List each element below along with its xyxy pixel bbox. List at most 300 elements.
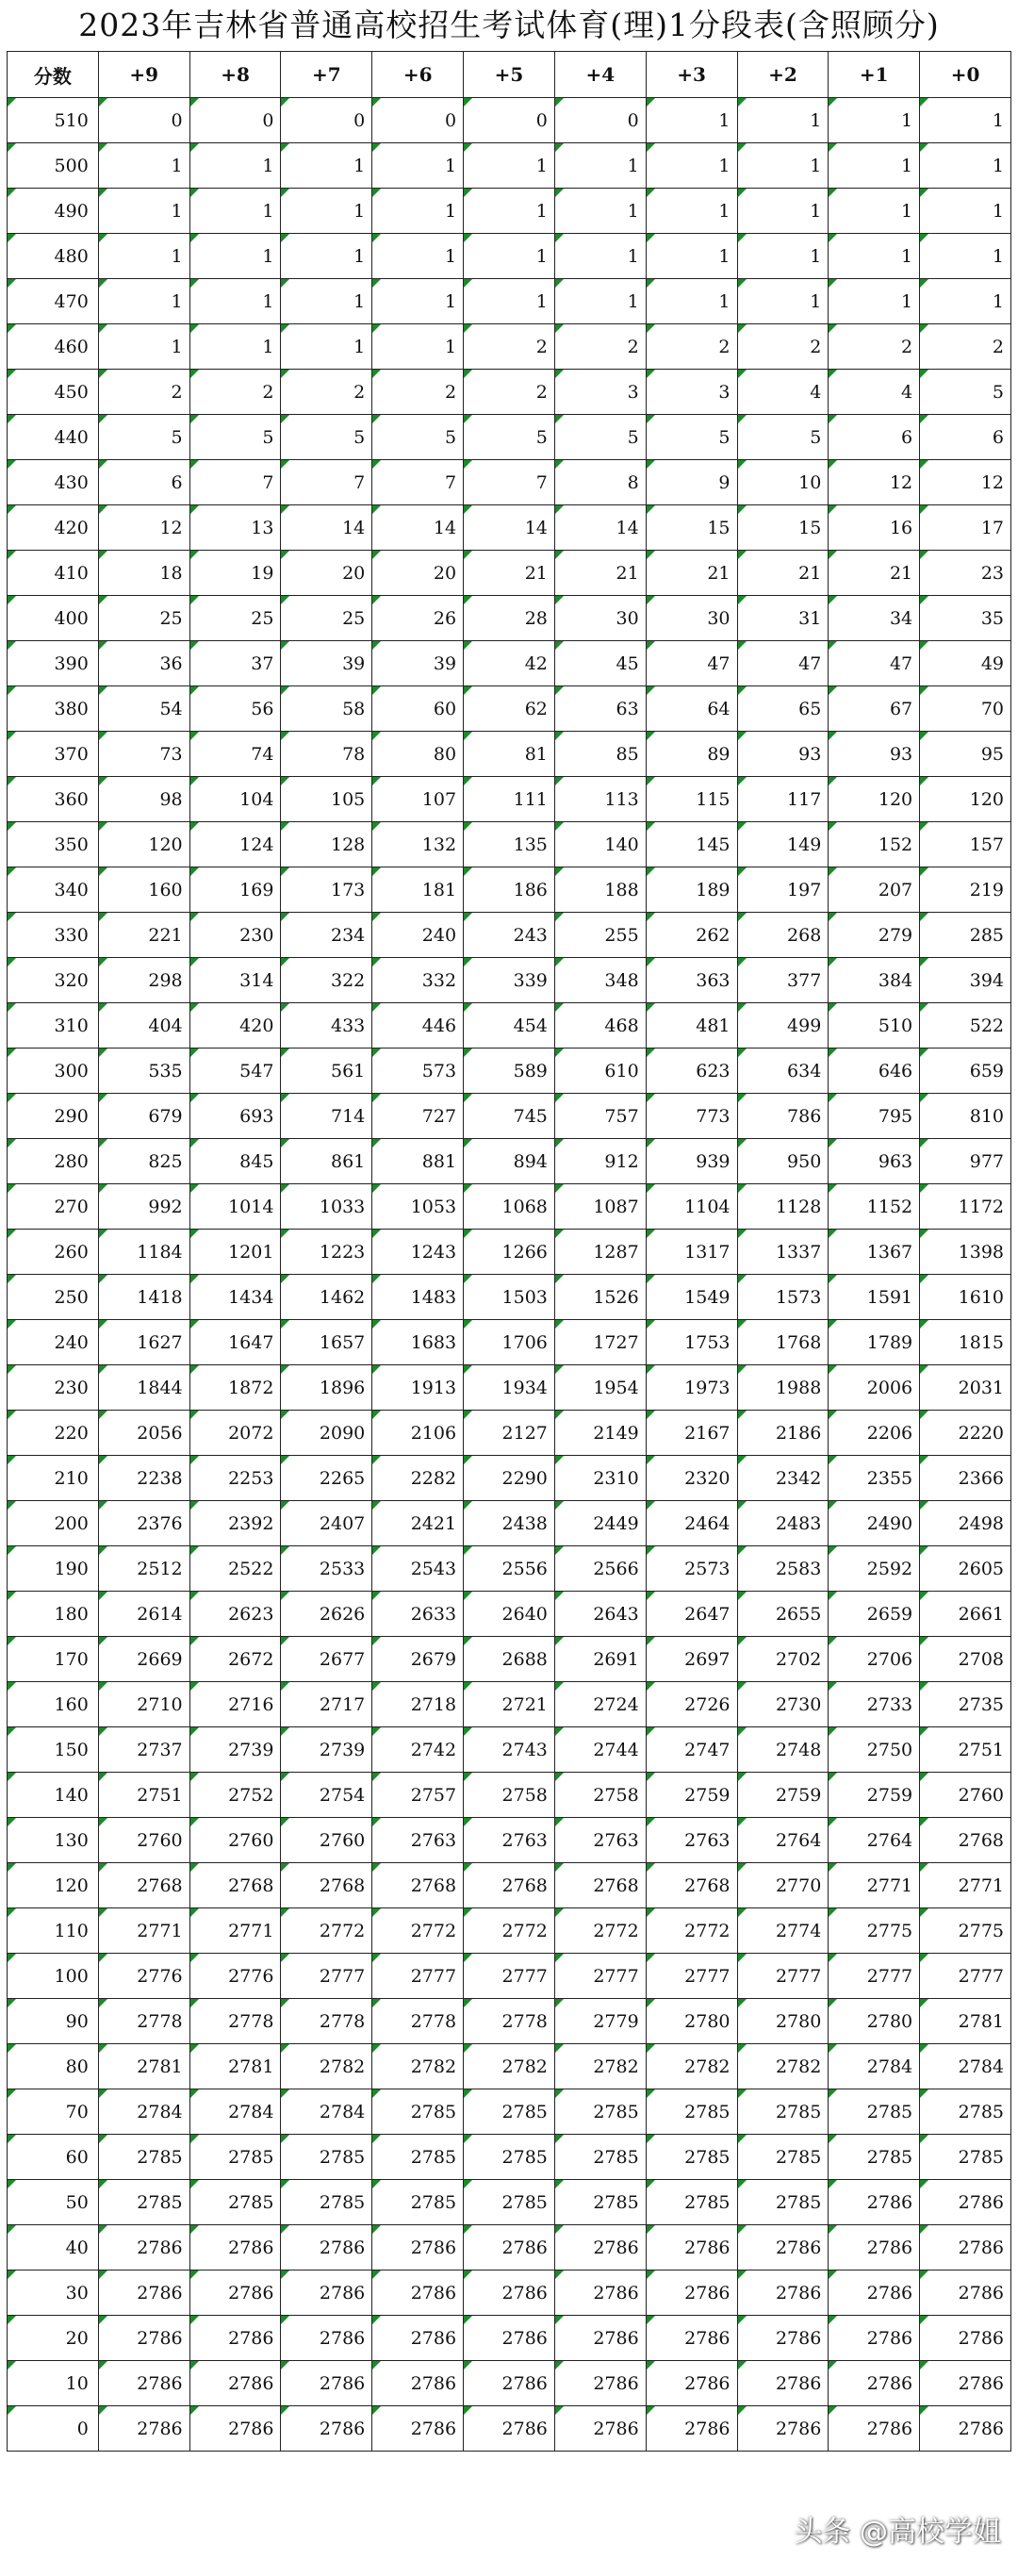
count-cell: 2633	[372, 1592, 464, 1637]
score-cell: 400	[8, 596, 99, 641]
count-cell: 1	[829, 234, 920, 279]
count-cell: 773	[646, 1094, 737, 1139]
score-cell: 420	[8, 505, 99, 551]
column-header: +7	[281, 52, 372, 98]
count-cell: 63	[554, 686, 646, 732]
count-cell: 2672	[189, 1637, 281, 1682]
count-cell: 2771	[920, 1863, 1011, 1908]
count-cell: 21	[829, 551, 920, 596]
count-cell: 2786	[554, 2316, 646, 2361]
count-cell: 2768	[554, 1863, 646, 1908]
table-row	[8, 2271, 1011, 2316]
count-cell: 1	[464, 279, 555, 324]
count-cell: 6	[98, 460, 189, 505]
count-cell: 2785	[98, 2135, 189, 2180]
count-cell: 1	[372, 279, 464, 324]
score-cell: 130	[8, 1818, 99, 1863]
score-cell: 10	[8, 2361, 99, 2406]
count-cell: 117	[737, 777, 829, 822]
count-cell: 2407	[281, 1501, 372, 1546]
count-cell: 2777	[920, 1954, 1011, 1999]
score-cell: 170	[8, 1637, 99, 1682]
count-cell: 2366	[920, 1456, 1011, 1501]
count-cell: 1573	[737, 1275, 829, 1320]
count-cell: 2786	[189, 2225, 281, 2271]
count-cell: 21	[464, 551, 555, 596]
table-row	[8, 1184, 1011, 1230]
score-cell: 490	[8, 189, 99, 234]
count-cell: 2708	[920, 1637, 1011, 1682]
count-cell: 2784	[920, 2044, 1011, 2089]
count-cell: 111	[464, 777, 555, 822]
score-cell: 110	[8, 1908, 99, 1954]
count-cell: 1434	[189, 1275, 281, 1320]
count-cell: 1152	[829, 1184, 920, 1230]
count-cell: 1266	[464, 1230, 555, 1275]
count-cell: 2786	[372, 2271, 464, 2316]
count-cell: 1068	[464, 1184, 555, 1230]
count-cell: 2763	[372, 1818, 464, 1863]
count-cell: 950	[737, 1139, 829, 1184]
table-row	[8, 1954, 1011, 1999]
count-cell: 1815	[920, 1320, 1011, 1365]
count-cell: 1053	[372, 1184, 464, 1230]
count-cell: 679	[98, 1094, 189, 1139]
count-cell: 2760	[281, 1818, 372, 1863]
count-cell: 5	[372, 415, 464, 460]
count-cell: 2320	[646, 1456, 737, 1501]
column-header-score: 分数	[8, 52, 99, 98]
score-cell: 290	[8, 1094, 99, 1139]
count-cell: 1789	[829, 1320, 920, 1365]
count-cell: 268	[737, 913, 829, 958]
count-cell: 825	[98, 1139, 189, 1184]
count-cell: 1	[464, 234, 555, 279]
count-cell: 2777	[464, 1954, 555, 1999]
count-cell: 7	[372, 460, 464, 505]
count-cell: 2498	[920, 1501, 1011, 1546]
count-cell: 5	[920, 370, 1011, 415]
count-cell: 2777	[281, 1954, 372, 1999]
count-cell: 285	[920, 913, 1011, 958]
count-cell: 2780	[646, 1999, 737, 2044]
count-cell: 2744	[554, 1727, 646, 1773]
count-cell: 1683	[372, 1320, 464, 1365]
count-cell: 7	[189, 460, 281, 505]
count-cell: 2785	[281, 2135, 372, 2180]
count-cell: 2786	[464, 2225, 555, 2271]
count-cell: 1	[372, 234, 464, 279]
count-cell: 394	[920, 958, 1011, 1003]
table-row	[8, 913, 1011, 958]
count-cell: 446	[372, 1003, 464, 1049]
count-cell: 2238	[98, 1456, 189, 1501]
count-cell: 17	[920, 505, 1011, 551]
count-cell: 2785	[554, 2180, 646, 2225]
count-cell: 1872	[189, 1365, 281, 1411]
count-cell: 135	[464, 822, 555, 867]
count-cell: 2786	[920, 2406, 1011, 2452]
count-cell: 1913	[372, 1365, 464, 1411]
count-cell: 1	[646, 189, 737, 234]
table-row	[8, 1682, 1011, 1727]
score-cell: 20	[8, 2316, 99, 2361]
count-cell: 727	[372, 1094, 464, 1139]
count-cell: 140	[554, 822, 646, 867]
count-cell: 2	[464, 324, 555, 370]
count-cell: 1337	[737, 1230, 829, 1275]
count-cell: 2697	[646, 1637, 737, 1682]
count-cell: 1	[646, 98, 737, 143]
count-cell: 2778	[281, 1999, 372, 2044]
count-cell: 2786	[464, 2406, 555, 2452]
count-cell: 1243	[372, 1230, 464, 1275]
count-cell: 610	[554, 1049, 646, 1094]
count-cell: 2786	[829, 2361, 920, 2406]
count-cell: 2763	[464, 1818, 555, 1863]
count-cell: 377	[737, 958, 829, 1003]
count-cell: 6	[829, 415, 920, 460]
count-cell: 992	[98, 1184, 189, 1230]
count-cell: 2759	[646, 1773, 737, 1818]
table-row	[8, 867, 1011, 913]
count-cell: 1	[189, 234, 281, 279]
table-row	[8, 143, 1011, 189]
score-cell: 370	[8, 732, 99, 777]
score-cell: 270	[8, 1184, 99, 1230]
count-cell: 522	[920, 1003, 1011, 1049]
count-cell: 510	[829, 1003, 920, 1049]
table-row	[8, 777, 1011, 822]
count-cell: 2785	[464, 2135, 555, 2180]
count-cell: 2669	[98, 1637, 189, 1682]
count-cell: 2072	[189, 1411, 281, 1456]
count-cell: 2186	[737, 1411, 829, 1456]
count-cell: 2786	[646, 2271, 737, 2316]
count-cell: 16	[829, 505, 920, 551]
count-cell: 2737	[98, 1727, 189, 1773]
count-cell: 745	[464, 1094, 555, 1139]
count-cell: 2786	[920, 2225, 1011, 2271]
count-cell: 623	[646, 1049, 737, 1094]
score-cell: 380	[8, 686, 99, 732]
count-cell: 2777	[829, 1954, 920, 1999]
count-cell: 0	[464, 98, 555, 143]
table-row	[8, 1818, 1011, 1863]
count-cell: 1	[281, 189, 372, 234]
score-cell: 330	[8, 913, 99, 958]
count-cell: 39	[281, 641, 372, 686]
count-cell: 2778	[464, 1999, 555, 2044]
score-cell: 340	[8, 867, 99, 913]
count-cell: 219	[920, 867, 1011, 913]
count-cell: 2764	[829, 1818, 920, 1863]
column-header: +5	[464, 52, 555, 98]
count-cell: 78	[281, 732, 372, 777]
count-cell: 67	[829, 686, 920, 732]
count-cell: 2735	[920, 1682, 1011, 1727]
count-cell: 2522	[189, 1546, 281, 1592]
column-header: +9	[98, 52, 189, 98]
count-cell: 169	[189, 867, 281, 913]
table-row	[8, 2135, 1011, 2180]
count-cell: 2772	[372, 1908, 464, 1954]
count-cell: 561	[281, 1049, 372, 1094]
count-cell: 2659	[829, 1592, 920, 1637]
count-cell: 221	[98, 913, 189, 958]
count-cell: 2	[920, 324, 1011, 370]
count-cell: 2786	[737, 2361, 829, 2406]
count-cell: 2786	[829, 2316, 920, 2361]
count-cell: 2623	[189, 1592, 281, 1637]
count-cell: 404	[98, 1003, 189, 1049]
count-cell: 1627	[98, 1320, 189, 1365]
count-cell: 1	[372, 189, 464, 234]
count-cell: 2786	[98, 2271, 189, 2316]
count-cell: 120	[98, 822, 189, 867]
count-cell: 21	[646, 551, 737, 596]
count-cell: 2768	[464, 1863, 555, 1908]
count-cell: 89	[646, 732, 737, 777]
count-cell: 56	[189, 686, 281, 732]
count-cell: 861	[281, 1139, 372, 1184]
count-cell: 1706	[464, 1320, 555, 1365]
count-cell: 2512	[98, 1546, 189, 1592]
score-cell: 180	[8, 1592, 99, 1637]
count-cell: 1	[98, 143, 189, 189]
count-cell: 2785	[554, 2135, 646, 2180]
count-cell: 693	[189, 1094, 281, 1139]
table-row	[8, 1592, 1011, 1637]
count-cell: 5	[189, 415, 281, 460]
count-cell: 2	[554, 324, 646, 370]
count-cell: 25	[98, 596, 189, 641]
count-cell: 963	[829, 1139, 920, 1184]
count-cell: 2786	[737, 2406, 829, 2452]
count-cell: 2758	[464, 1773, 555, 1818]
count-cell: 15	[646, 505, 737, 551]
count-cell: 2786	[829, 2180, 920, 2225]
table-row	[8, 1456, 1011, 1501]
count-cell: 2768	[98, 1863, 189, 1908]
score-cell: 510	[8, 98, 99, 143]
count-cell: 2355	[829, 1456, 920, 1501]
count-cell: 2786	[737, 2225, 829, 2271]
count-cell: 1657	[281, 1320, 372, 1365]
count-cell: 98	[98, 777, 189, 822]
count-cell: 2785	[737, 2180, 829, 2225]
count-cell: 881	[372, 1139, 464, 1184]
count-cell: 15	[737, 505, 829, 551]
count-cell: 2771	[829, 1863, 920, 1908]
count-cell: 2758	[554, 1773, 646, 1818]
count-cell: 1844	[98, 1365, 189, 1411]
count-cell: 2785	[189, 2180, 281, 2225]
count-cell: 80	[372, 732, 464, 777]
count-cell: 262	[646, 913, 737, 958]
table-row	[8, 279, 1011, 324]
count-cell: 332	[372, 958, 464, 1003]
count-cell: 2782	[554, 2044, 646, 2089]
count-cell: 2771	[98, 1908, 189, 1954]
table-row	[8, 234, 1011, 279]
count-cell: 74	[189, 732, 281, 777]
count-cell: 2392	[189, 1501, 281, 1546]
count-cell: 2647	[646, 1592, 737, 1637]
count-cell: 2	[281, 370, 372, 415]
count-cell: 2751	[920, 1727, 1011, 1773]
count-cell: 2	[646, 324, 737, 370]
count-cell: 2149	[554, 1411, 646, 1456]
count-cell: 2782	[281, 2044, 372, 2089]
count-cell: 2768	[920, 1818, 1011, 1863]
count-cell: 1	[829, 189, 920, 234]
count-cell: 2490	[829, 1501, 920, 1546]
count-cell: 2782	[464, 2044, 555, 2089]
count-cell: 1	[98, 234, 189, 279]
count-cell: 2786	[98, 2406, 189, 2452]
count-cell: 845	[189, 1139, 281, 1184]
count-cell: 3	[646, 370, 737, 415]
score-cell: 220	[8, 1411, 99, 1456]
count-cell: 2688	[464, 1637, 555, 1682]
count-cell: 2718	[372, 1682, 464, 1727]
count-cell: 1591	[829, 1275, 920, 1320]
count-cell: 2782	[737, 2044, 829, 2089]
count-cell: 2759	[737, 1773, 829, 1818]
count-cell: 646	[829, 1049, 920, 1094]
score-cell: 70	[8, 2089, 99, 2135]
column-header: +1	[829, 52, 920, 98]
count-cell: 2342	[737, 1456, 829, 1501]
count-cell: 107	[372, 777, 464, 822]
count-cell: 2702	[737, 1637, 829, 1682]
count-cell: 1	[829, 279, 920, 324]
count-cell: 2785	[737, 2135, 829, 2180]
count-cell: 2763	[554, 1818, 646, 1863]
column-header: +3	[646, 52, 737, 98]
count-cell: 2206	[829, 1411, 920, 1456]
count-cell: 47	[737, 641, 829, 686]
count-cell: 481	[646, 1003, 737, 1049]
table-row	[8, 958, 1011, 1003]
count-cell: 2786	[646, 2361, 737, 2406]
score-cell: 140	[8, 1773, 99, 1818]
count-cell: 2	[464, 370, 555, 415]
count-cell: 939	[646, 1139, 737, 1184]
count-cell: 47	[829, 641, 920, 686]
count-cell: 1	[281, 324, 372, 370]
count-cell: 1014	[189, 1184, 281, 1230]
count-cell: 1	[829, 98, 920, 143]
count-cell: 433	[281, 1003, 372, 1049]
table-row	[8, 460, 1011, 505]
count-cell: 1896	[281, 1365, 372, 1411]
count-cell: 0	[281, 98, 372, 143]
count-cell: 810	[920, 1094, 1011, 1139]
table-row	[8, 1908, 1011, 1954]
count-cell: 14	[281, 505, 372, 551]
count-cell: 2	[737, 324, 829, 370]
table-row	[8, 732, 1011, 777]
count-cell: 2786	[646, 2406, 737, 2452]
count-cell: 1	[737, 234, 829, 279]
count-cell: 149	[737, 822, 829, 867]
count-cell: 1462	[281, 1275, 372, 1320]
count-cell: 39	[372, 641, 464, 686]
count-cell: 1768	[737, 1320, 829, 1365]
count-cell: 2786	[189, 2406, 281, 2452]
count-cell: 1	[281, 234, 372, 279]
count-cell: 2733	[829, 1682, 920, 1727]
table-row	[8, 1275, 1011, 1320]
count-cell: 2771	[189, 1908, 281, 1954]
count-cell: 1104	[646, 1184, 737, 1230]
count-cell: 2785	[372, 2135, 464, 2180]
count-cell: 1	[920, 98, 1011, 143]
count-cell: 42	[464, 641, 555, 686]
count-cell: 1	[737, 143, 829, 189]
count-cell: 1	[829, 143, 920, 189]
count-cell: 1	[554, 189, 646, 234]
count-cell: 120	[829, 777, 920, 822]
count-cell: 0	[98, 98, 189, 143]
count-cell: 12	[98, 505, 189, 551]
count-cell: 2710	[98, 1682, 189, 1727]
count-cell: 2786	[189, 2361, 281, 2406]
count-cell: 2716	[189, 1682, 281, 1727]
count-cell: 2785	[464, 2089, 555, 2135]
score-cell: 430	[8, 460, 99, 505]
score-cell: 280	[8, 1139, 99, 1184]
count-cell: 2483	[737, 1501, 829, 1546]
count-cell: 2640	[464, 1592, 555, 1637]
count-cell: 25	[189, 596, 281, 641]
count-cell: 2786	[920, 2180, 1011, 2225]
count-cell: 2775	[829, 1908, 920, 1954]
score-cell: 150	[8, 1727, 99, 1773]
score-cell: 120	[8, 1863, 99, 1908]
table-row	[8, 1230, 1011, 1275]
count-cell: 2438	[464, 1501, 555, 1546]
count-cell: 128	[281, 822, 372, 867]
count-cell: 2679	[372, 1637, 464, 1682]
count-cell: 2	[372, 370, 464, 415]
count-cell: 348	[554, 958, 646, 1003]
count-cell: 132	[372, 822, 464, 867]
count-cell: 230	[189, 913, 281, 958]
count-cell: 2759	[829, 1773, 920, 1818]
table-row	[8, 324, 1011, 370]
count-cell: 234	[281, 913, 372, 958]
count-cell: 2747	[646, 1727, 737, 1773]
column-header: +8	[189, 52, 281, 98]
count-cell: 2614	[98, 1592, 189, 1637]
count-cell: 1	[646, 234, 737, 279]
count-cell: 2785	[464, 2180, 555, 2225]
count-cell: 21	[737, 551, 829, 596]
count-cell: 2730	[737, 1682, 829, 1727]
count-cell: 468	[554, 1003, 646, 1049]
count-cell: 1287	[554, 1230, 646, 1275]
count-cell: 2786	[281, 2361, 372, 2406]
count-cell: 2253	[189, 1456, 281, 1501]
count-cell: 2760	[920, 1773, 1011, 1818]
table-row	[8, 822, 1011, 867]
count-cell: 2786	[281, 2271, 372, 2316]
count-cell: 279	[829, 913, 920, 958]
count-cell: 659	[920, 1049, 1011, 1094]
